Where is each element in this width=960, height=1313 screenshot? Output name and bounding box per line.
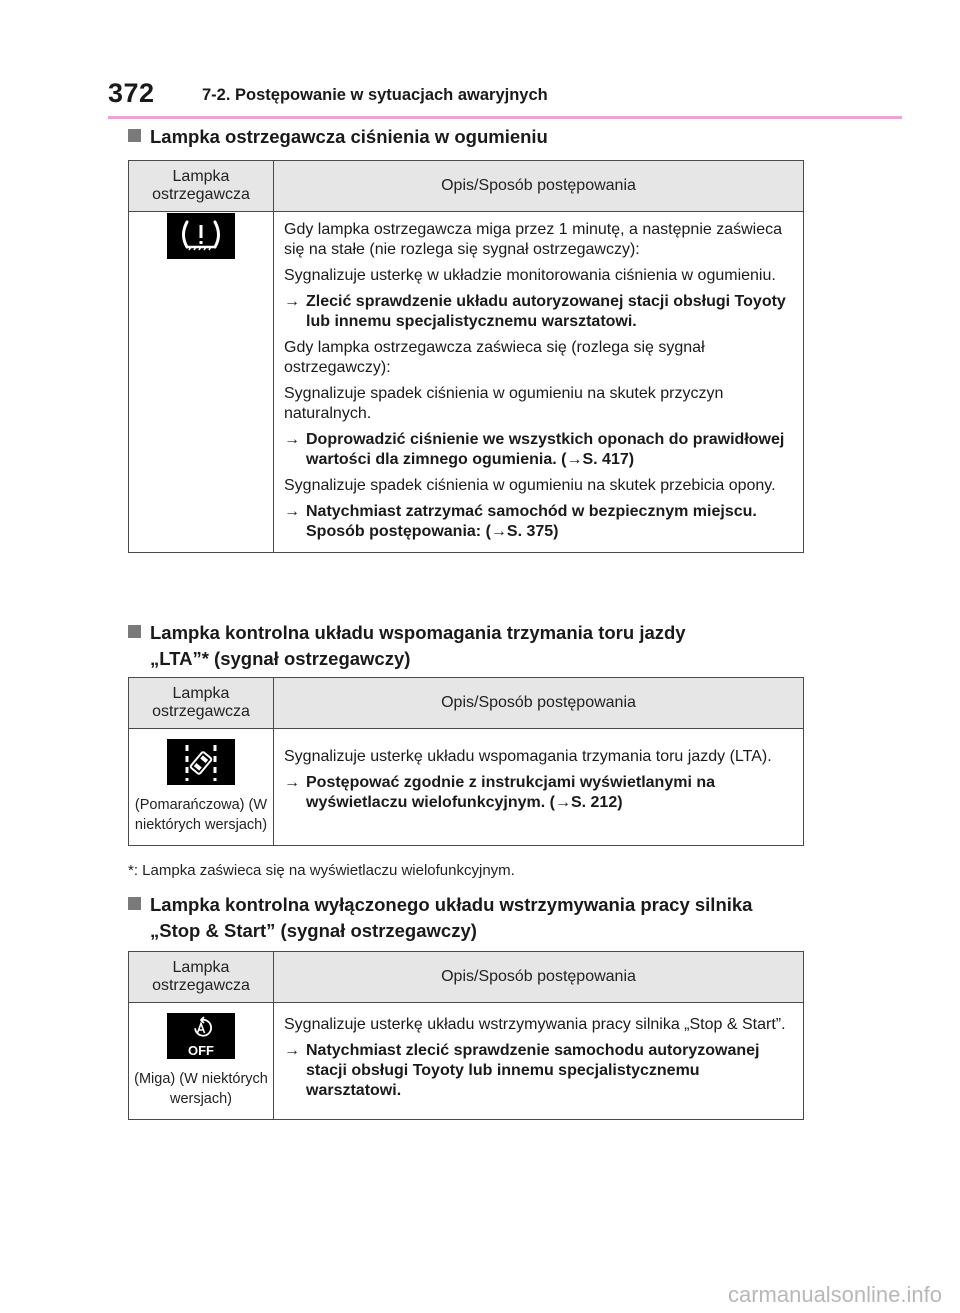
column-header-lamp: Lampka ostrzegawcza bbox=[129, 161, 274, 212]
arrow-right-icon: → bbox=[284, 431, 300, 448]
meaning-text: Sygnalizuje spadek ciśnienia w ogumieniu na skutek przyczyn naturalnych. bbox=[284, 385, 724, 422]
condition-text: Gdy lampka ostrzegawcza miga przez 1 minutę, a następnie zaświeca się na stałe (nie rozlega się sygnał ostrzegawczy): bbox=[284, 221, 783, 258]
column-header-lamp: Lampka ostrzegawcza bbox=[129, 678, 274, 729]
lamp-cell bbox=[129, 1003, 274, 1120]
table-row bbox=[129, 212, 804, 553]
column-header-description: Opis/Sposób postępowania bbox=[274, 678, 804, 729]
stop-start-off-icon bbox=[167, 1013, 235, 1059]
square-bullet-icon bbox=[128, 129, 141, 142]
meaning-text: Sygnalizuje usterkę układu wstrzymywania pracy silnika „Stop & Start”. bbox=[284, 1016, 786, 1033]
meaning-text: Sygnalizuje spadek ciśnienia w ogumieniu na skutek przebicia opony. bbox=[284, 477, 776, 494]
square-bullet-icon bbox=[128, 897, 141, 910]
description-cell bbox=[274, 1003, 804, 1120]
column-header-lamp: Lampka ostrzegawcza bbox=[129, 952, 274, 1003]
arrow-right-icon: → bbox=[284, 293, 300, 310]
chapter-title: 7-2. Postępowanie w sytuacjach awaryjnych bbox=[202, 86, 548, 104]
column-header-description: Opis/Sposób postępowania bbox=[274, 161, 804, 212]
arrow-right-icon: → bbox=[284, 1042, 300, 1059]
page-header bbox=[108, 76, 902, 119]
lamp-cell bbox=[129, 729, 274, 846]
table-header-row bbox=[129, 161, 804, 212]
action-text: → Doprowadzić ciśnienie we wszystkich oponach do prawidłowej wartości dla zimnego ogumienia. (→S. 417) bbox=[284, 431, 785, 468]
arrow-right-icon: → bbox=[284, 503, 300, 520]
column-header-description: Opis/Sposób postępowania bbox=[274, 952, 804, 1003]
section-title-lta: Lampka kontrolna układu wspomagania trzymania toru jazdy „LTA”* (sygnał ostrzegawczy) bbox=[128, 620, 828, 672]
watermark: carmanualsonline.info bbox=[727, 1282, 942, 1307]
lamp-cell bbox=[129, 212, 274, 553]
description-cell bbox=[274, 729, 804, 846]
table-header-row bbox=[129, 678, 804, 729]
section-title-stop-start: Lampka kontrolna wyłączonego układu wstrzymywania pracy silnika „Stop & Start” (sygnał ostrzegawczy) bbox=[128, 892, 828, 944]
meaning-text: Sygnalizuje usterkę w układzie monitorowania ciśnienia w ogumieniu. bbox=[284, 267, 776, 284]
action-text: → Zlecić sprawdzenie układu autoryzowanej stacji obsługi Toyoty lub innemu specjalistycznemu warsztatowi. bbox=[284, 293, 786, 330]
action-text: → Natychmiast zlecić sprawdzenie samochodu autoryzowanej stacji obsługi Toyoty lub innemu specjalistycznemu warsztatowi. bbox=[284, 1042, 760, 1099]
icon-off-label: OFF bbox=[188, 1043, 214, 1058]
table-row bbox=[129, 1003, 804, 1120]
square-bullet-icon bbox=[128, 625, 141, 638]
table-row bbox=[129, 729, 804, 846]
table-header-row bbox=[129, 952, 804, 1003]
section-title-tire-pressure: Lampka ostrzegawcza ciśnienia w ogumieniu bbox=[128, 124, 828, 150]
meaning-text: Sygnalizuje usterkę układu wspomagania trzymania toru jazdy (LTA). bbox=[284, 748, 772, 765]
tire-pressure-warning-icon bbox=[167, 213, 235, 259]
icon-caption: (Pomarańczowa) (W niektórych wersjach) bbox=[134, 797, 268, 833]
page-number: 372 bbox=[108, 78, 155, 108]
table-lta bbox=[128, 677, 804, 846]
table-stop-start bbox=[128, 951, 804, 1120]
arrow-right-icon: → bbox=[284, 774, 300, 791]
lane-tracing-assist-icon bbox=[167, 739, 235, 785]
action-text: → Natychmiast zatrzymać samochód w bezpiecznym miejscu. Sposób postępowania: (→S. 375) bbox=[284, 503, 757, 540]
table-tire-pressure bbox=[128, 160, 804, 553]
condition-text: Gdy lampka ostrzegawcza zaświeca się (rozlega się sygnał ostrzegawczy): bbox=[284, 339, 705, 376]
action-text: → Postępować zgodnie z instrukcjami wyświetlanymi na wyświetlaczu wielofunkcyjnym. (→S. 212) bbox=[284, 774, 715, 811]
footnote: *: Lampka zaświeca się na wyświetlaczu wielofunkcyjnym. bbox=[128, 862, 515, 879]
description-cell bbox=[274, 212, 804, 553]
icon-caption: (Miga) (W niektórych wersjach) bbox=[134, 1071, 268, 1107]
